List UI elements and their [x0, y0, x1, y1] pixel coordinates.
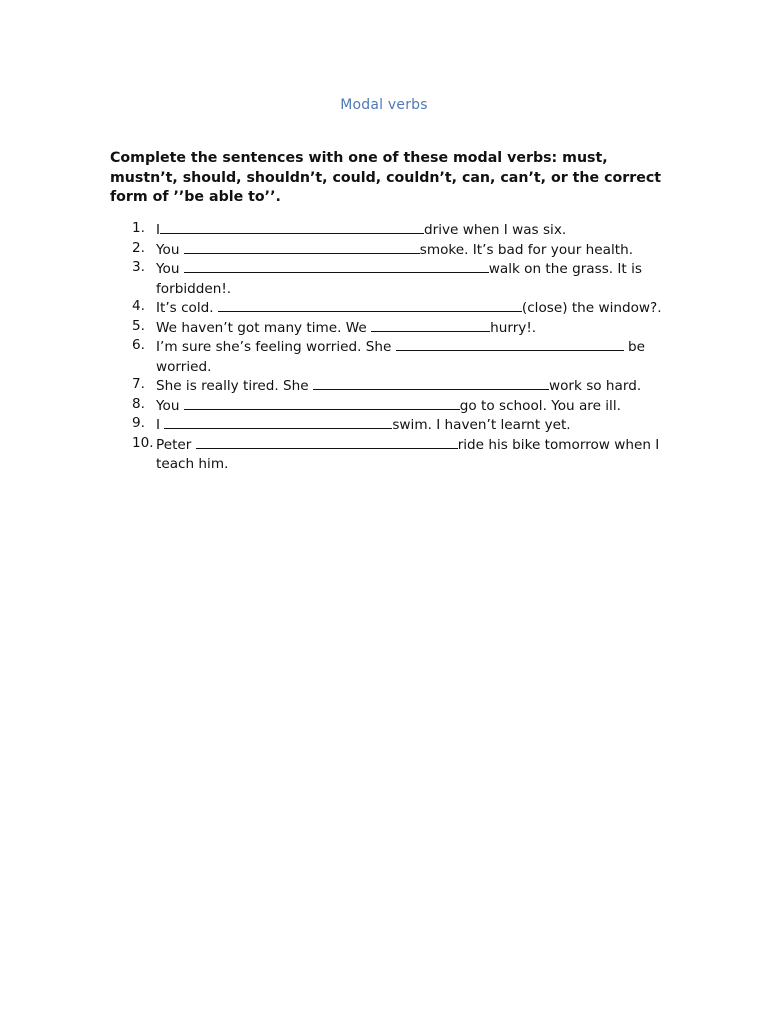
answer-blank — [396, 336, 624, 351]
answer-blank — [164, 414, 392, 429]
item-number: 10. — [132, 434, 154, 451]
list-item — [110, 317, 670, 339]
answer-blank — [313, 375, 549, 390]
answer-blank — [160, 219, 424, 234]
list-item — [110, 414, 670, 436]
list-item — [110, 434, 670, 475]
item-number: 7. — [132, 376, 145, 392]
list-item — [110, 297, 670, 319]
answer-blank — [184, 239, 420, 254]
item-text-before: We haven’t got many time. We — [156, 319, 372, 336]
item-text-after: swim. I haven’t learnt yet. — [392, 417, 571, 433]
item-text-before: She is really tired. She — [156, 378, 313, 394]
item-text-before: You — [156, 397, 184, 414]
item-text-after: (close) the window?. — [521, 300, 662, 316]
item-text-before: I — [156, 222, 161, 238]
item-text-before: I — [156, 417, 165, 433]
item-number: 1. — [132, 220, 145, 236]
answer-blank — [371, 317, 490, 332]
item-text-before: You — [156, 261, 184, 277]
item-text-after: work so hard. — [548, 378, 642, 394]
item-text-before: I’m sure she’s feeling worried. She — [156, 339, 396, 355]
list-item — [110, 336, 670, 377]
item-text-before: It’s cold. — [156, 300, 218, 316]
list-item — [110, 258, 670, 299]
list-item — [110, 219, 670, 241]
exercise-list — [110, 219, 670, 473]
answer-blank — [196, 434, 458, 449]
document-title: Modal verbs — [340, 97, 428, 113]
answer-blank — [218, 297, 522, 312]
item-text-after: smoke. It’s bad for your health. — [419, 241, 634, 258]
item-number: 4. — [132, 298, 145, 314]
item-text-after: hurry!. — [490, 319, 537, 336]
item-number: 3. — [132, 259, 145, 275]
list-item — [110, 375, 670, 397]
item-text-after: ride his bike tomorrow when I teach him. — [156, 436, 660, 472]
answer-blank — [184, 395, 460, 410]
instructions-text: Complete the sentences with one of these modal verbs: must, mustn’t, should, shouldn’t, could, couldn’t, can, can’t, or the correct form of ’’be able to’’. — [110, 150, 662, 205]
item-text-before: Peter — [156, 436, 196, 453]
item-text-before: You — [156, 241, 184, 258]
item-text-after: go to school. You are ill. — [459, 397, 621, 414]
item-text-after: walk on the grass. It is forbidden!. — [156, 261, 642, 297]
item-number: 2. — [132, 239, 145, 256]
item-number: 6. — [132, 337, 145, 353]
list-item — [110, 395, 670, 417]
item-number: 5. — [132, 317, 145, 334]
item-number: 9. — [132, 415, 145, 431]
item-number: 8. — [132, 395, 145, 412]
list-item — [110, 239, 670, 261]
item-text-after: be worried. — [156, 339, 646, 375]
answer-blank — [184, 258, 489, 273]
item-text-after: drive when I was six. — [424, 222, 567, 238]
